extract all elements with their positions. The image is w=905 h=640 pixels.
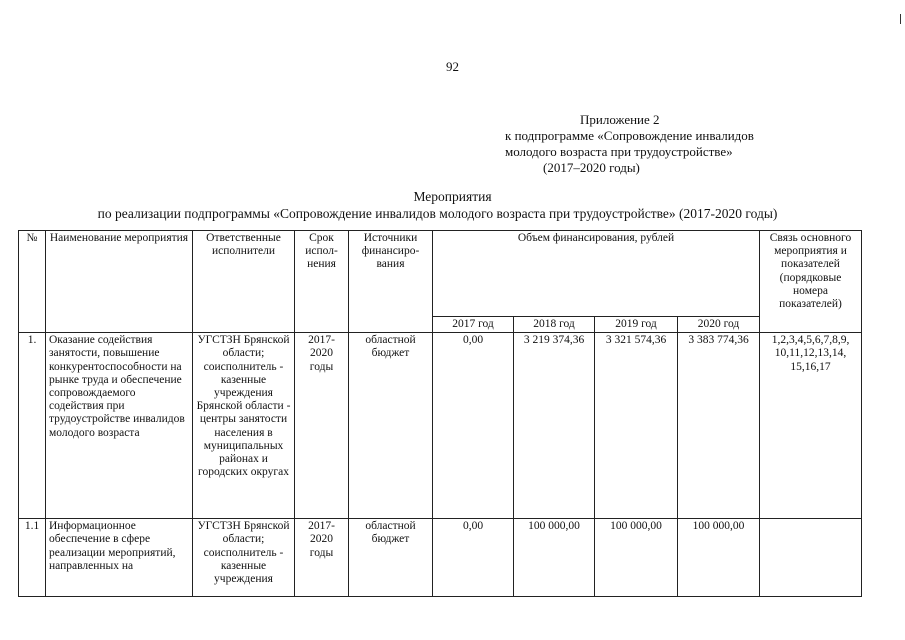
title-line-2: по реализации подпрограммы «Сопровождение инвалидов молодого возраста при трудоустройстве» (2017-2020 годы)	[97, 206, 778, 221]
header-num: №	[19, 231, 46, 333]
row-2019: 3 321 574,36	[595, 333, 678, 519]
header-year-2017: 2017 год	[433, 317, 514, 333]
row-2018: 100 000,00	[514, 519, 595, 597]
row-responsible: УГСТЗН Брянской области; соисполнитель - казенные учреждения	[193, 519, 295, 597]
header-source: Источники финансиро-вания	[349, 231, 433, 333]
row-source: областной бюджет	[349, 519, 433, 597]
row-num: 1.1	[19, 519, 46, 597]
row-2018: 3 219 374,36	[514, 333, 595, 519]
table-row	[19, 519, 862, 597]
appendix-line-1: Приложение 2	[580, 112, 660, 127]
header-name: Наименование мероприятия	[46, 231, 193, 333]
row-term: 2017-2020 годы	[295, 333, 349, 519]
table-row	[19, 333, 862, 519]
header-link: Связь основного мероприятия и показателей (порядковые номера показателей)	[760, 231, 862, 333]
header-funding: Объем финансирования, рублей	[433, 231, 760, 317]
page-number: 92	[446, 59, 459, 74]
document-title	[0, 188, 905, 222]
row-2017: 0,00	[433, 519, 514, 597]
header-row	[19, 231, 862, 317]
appendix-line-2: к подпрограмме «Сопровождение инвалидов	[505, 128, 754, 143]
appendix-line-4: (2017–2020 годы)	[543, 160, 640, 175]
row-2020: 3 383 774,36	[678, 333, 760, 519]
header-responsible: Ответственные исполнители	[193, 231, 295, 333]
appendix-line-3: молодого возраста при трудоустройстве»	[505, 144, 733, 159]
row-num: 1.	[19, 333, 46, 519]
row-term: 2017-2020 годы	[295, 519, 349, 597]
row-name: Информационное обеспечение в сфере реализации мероприятий, направленных на	[46, 519, 193, 597]
header-term: Срок испол-нения	[295, 231, 349, 333]
row-2019: 100 000,00	[595, 519, 678, 597]
appendix-header	[505, 112, 805, 176]
row-source: областной бюджет	[349, 333, 433, 519]
edge-mark	[900, 14, 901, 24]
row-link	[760, 519, 862, 597]
header-year-2020: 2020 год	[678, 317, 760, 333]
row-name: Оказание содействия занятости, повышение конкурентоспособности на рынке труда и обеспечение сопровождаемого содействия при трудоустройстве инвалидов молодого возраста	[46, 333, 193, 519]
header-year-2018: 2018 год	[514, 317, 595, 333]
row-2017: 0,00	[433, 333, 514, 519]
row-link: 1,2,3,4,5,6,7,8,9, 10,11,12,13,14, 15,16,17	[760, 333, 862, 519]
header-year-2019: 2019 год	[595, 317, 678, 333]
row-responsible: УГСТЗН Брянской области; соисполнитель - казенные учреждения Брянской области - центры занятости населения в муниципальных районах и городских округах	[193, 333, 295, 519]
row-2020: 100 000,00	[678, 519, 760, 597]
measures-table	[18, 230, 862, 597]
title-line-1: Мероприятия	[413, 189, 492, 204]
